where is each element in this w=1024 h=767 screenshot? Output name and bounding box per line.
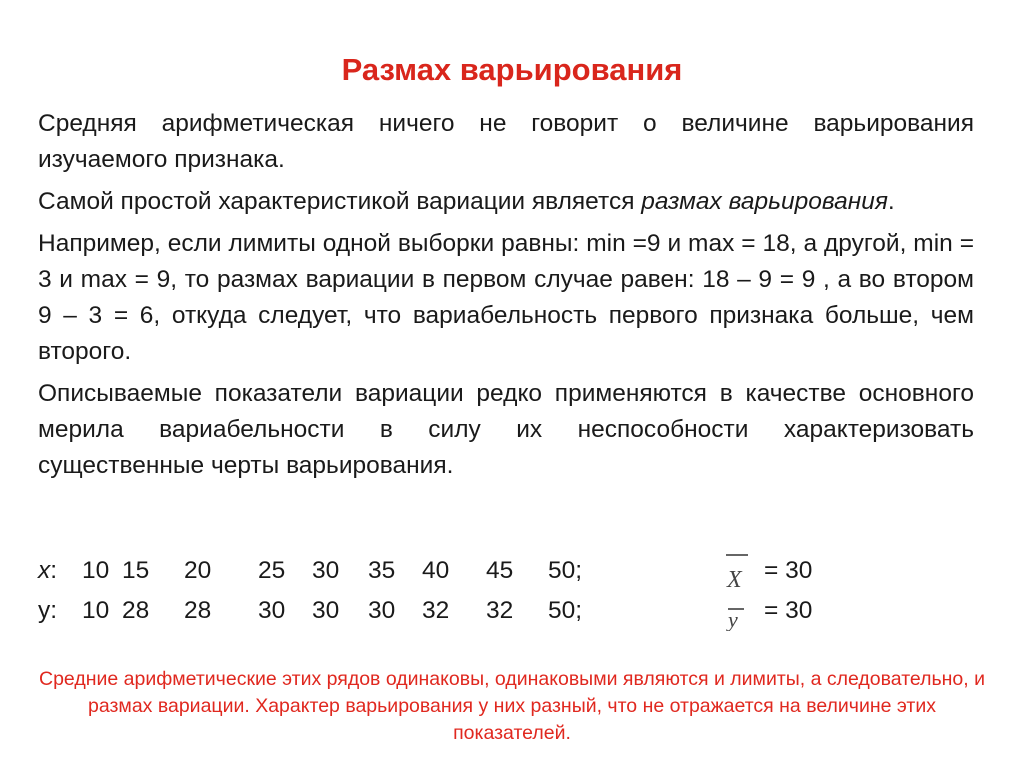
series-y-label: y: — [38, 597, 58, 624]
series-x-value: 30 — [312, 557, 340, 584]
series-y-value: 50; — [548, 597, 583, 624]
series-x-row — [38, 551, 642, 591]
series-y-value: 32 — [486, 597, 514, 624]
y-bar-symbol — [722, 591, 760, 631]
series-x-label: x: — [38, 557, 58, 584]
series-x-value: 45 — [486, 557, 514, 584]
mean-y-row — [722, 591, 812, 631]
slide-title: Размах варьирования — [341, 52, 683, 87]
series-x-value: 15 — [122, 557, 150, 584]
series-x-value: 35 — [368, 557, 396, 584]
series-x-value: 50; — [548, 557, 583, 584]
series-x-value: 40 — [422, 557, 450, 584]
series-y-value: 30 — [368, 597, 396, 624]
series-y-row — [38, 591, 642, 631]
series-y-values — [82, 591, 642, 631]
paragraph-2-emphasis: размах варьирования — [641, 188, 888, 215]
series-y-value: 28 — [122, 597, 150, 624]
y-bar-letter: y — [728, 607, 738, 631]
paragraph-2-end: . — [887, 188, 895, 215]
series-y-value: 10 — [82, 597, 110, 624]
paragraph-3: Например, если лимиты одной выборки равны: min =9 и max = 18, а другой, min = 3 и max = 9, то размах вариации в первом случае равен: 18 – 9 = 9 , а во втором 9 – 3 = 6, откуда следует, что вариабельность первого признака больше, чем второго. — [38, 230, 974, 365]
series-x-value: 10 — [82, 557, 110, 584]
paragraph-2-start: Самой простой характеристикой вариации является — [38, 188, 642, 215]
series-y-value: 30 — [312, 597, 340, 624]
series-x-value: 20 — [184, 557, 212, 584]
series-y-value: 30 — [258, 597, 286, 624]
x-bar-letter: X — [727, 567, 742, 591]
x-bar-symbol — [722, 551, 760, 591]
mean-x-row — [722, 551, 812, 591]
series-y-value: 28 — [184, 597, 212, 624]
paragraph-1: Средняя арифметическая ничего не говорит о величине варьирования изучаемого признака. — [38, 110, 974, 173]
means-block — [722, 551, 812, 631]
paragraph-4: Описываемые показатели вариации редко применяются в качестве основного мерила вариабельности в силу их неспособности характеризовать существенные черты варьирования. — [38, 380, 974, 479]
data-series — [38, 551, 642, 631]
series-y-value: 32 — [422, 597, 450, 624]
series-x-values — [82, 551, 642, 591]
body-text — [38, 106, 974, 490]
conclusion-note: Средние арифметические этих рядов одинаковы, одинаковыми являются и лимиты, а следовательно, и размах вариации. Характер варьирования у них разный, что не отражается на величине этих показателей. — [38, 668, 986, 744]
mean-x-value: = 30 — [764, 557, 813, 584]
series-x-value: 25 — [258, 557, 286, 584]
paragraph-2 — [38, 184, 974, 220]
mean-y-value: = 30 — [764, 597, 813, 624]
